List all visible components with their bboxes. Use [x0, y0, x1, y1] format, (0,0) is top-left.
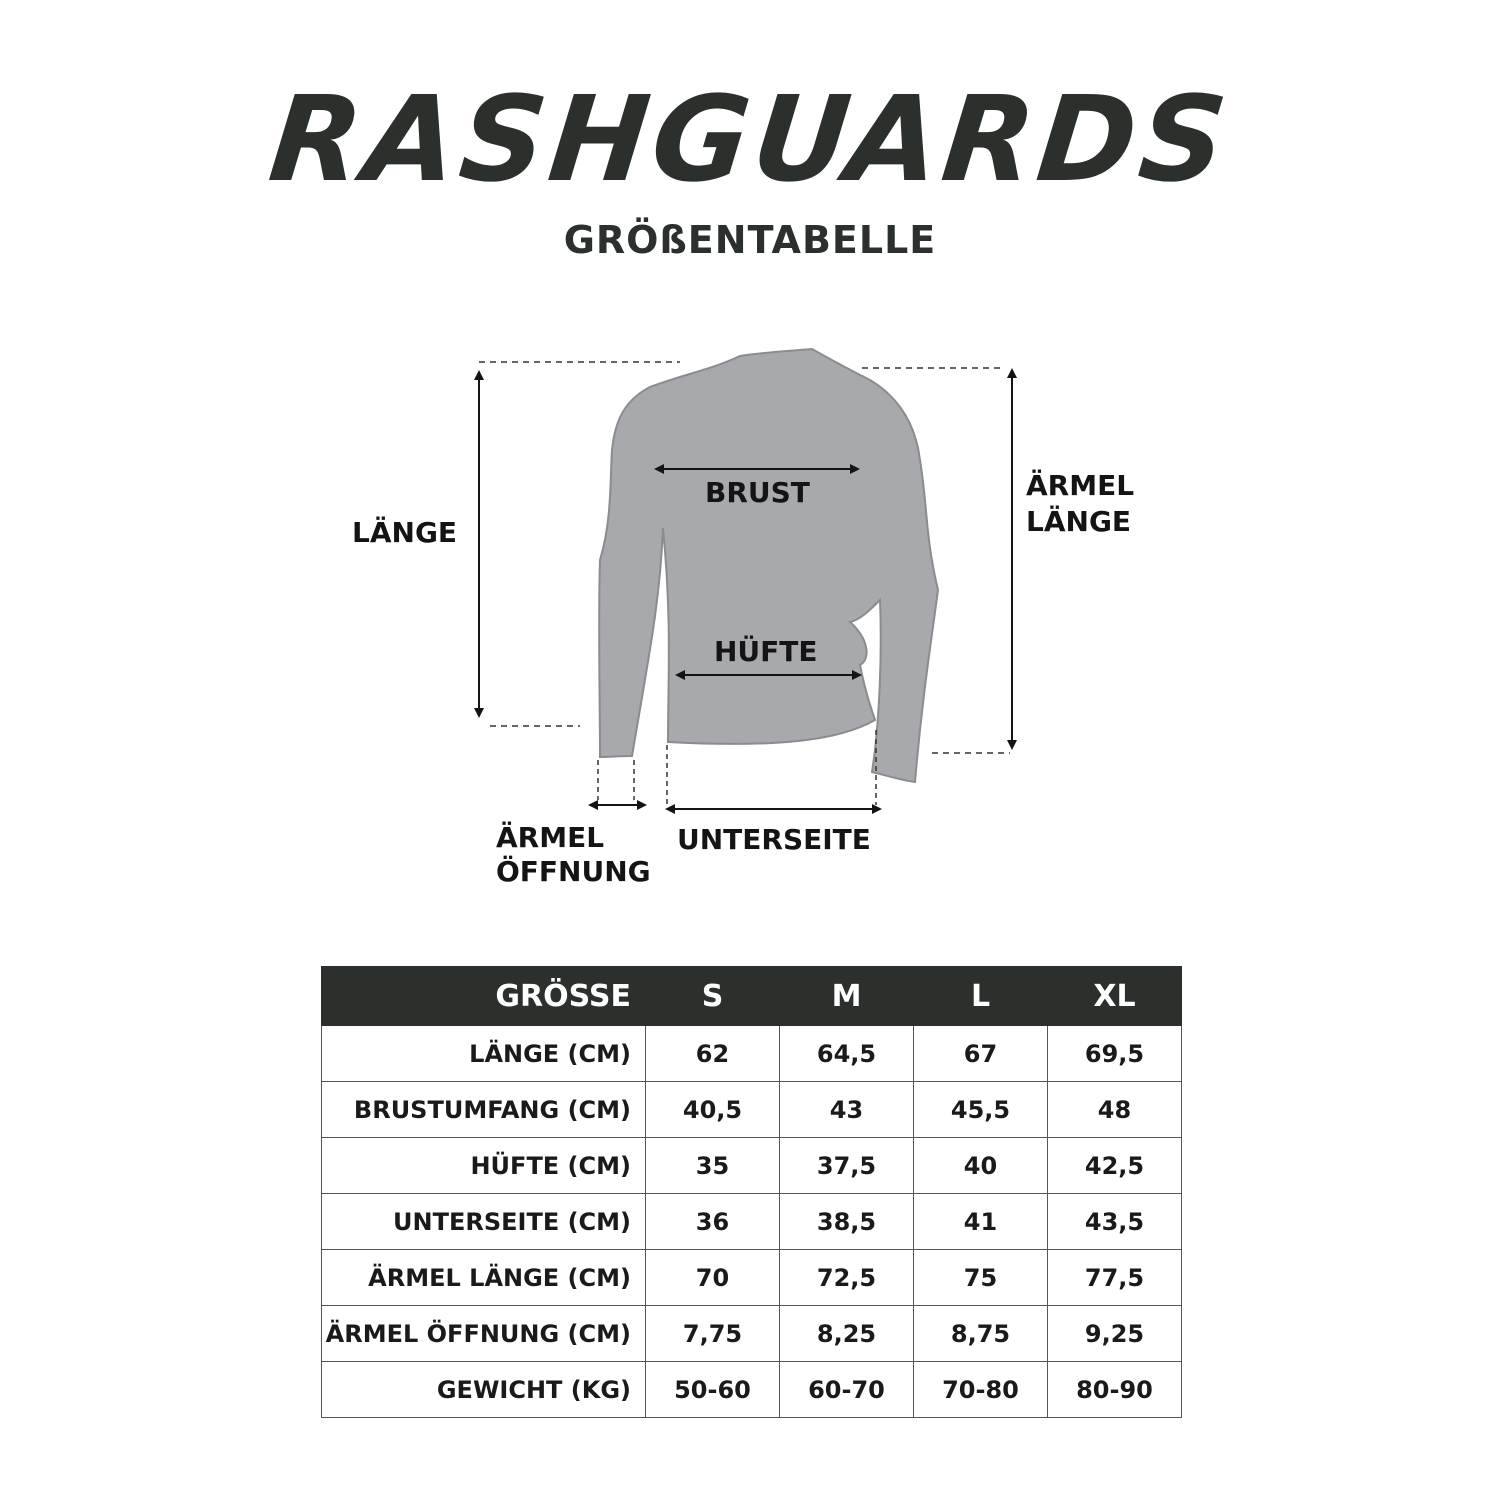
table-row	[322, 1026, 1182, 1082]
table-row	[322, 1138, 1182, 1194]
size-header-m: M	[780, 967, 914, 1026]
table-cell: 72,5	[780, 1250, 914, 1306]
table-cell: 80-90	[1048, 1362, 1182, 1418]
table-cell: 37,5	[780, 1138, 914, 1194]
sleeve-opening-label-line2: ÖFFNUNG	[496, 855, 651, 888]
table-row	[322, 1250, 1182, 1306]
row-label: ÄRMEL LÄNGE (CM)	[322, 1250, 646, 1306]
chest-label: BRUST	[705, 476, 810, 509]
table-cell: 35	[646, 1138, 780, 1194]
row-label: UNTERSEITE (CM)	[322, 1194, 646, 1250]
table-cell: 9,25	[1048, 1306, 1182, 1362]
table-cell: 43	[780, 1082, 914, 1138]
row-label: HÜFTE (CM)	[322, 1138, 646, 1194]
table-cell: 62	[646, 1026, 780, 1082]
table-cell: 43,5	[1048, 1194, 1182, 1250]
table-cell: 67	[914, 1026, 1048, 1082]
table-cell: 69,5	[1048, 1026, 1182, 1082]
table-cell: 60-70	[780, 1362, 914, 1418]
table-cell: 8,25	[780, 1306, 914, 1362]
table-cell: 45,5	[914, 1082, 1048, 1138]
sleeve-opening-label-line1: ÄRMEL	[496, 821, 605, 854]
size-table	[321, 966, 1182, 1418]
sleeve-length-label-line1: ÄRMEL	[1026, 469, 1135, 502]
length-label: LÄNGE	[352, 516, 458, 549]
table-cell: 64,5	[780, 1026, 914, 1082]
table-cell: 40,5	[646, 1082, 780, 1138]
table-cell: 40	[914, 1138, 1048, 1194]
hip-label: HÜFTE	[714, 635, 818, 668]
table-row	[322, 1194, 1182, 1250]
table-cell: 48	[1048, 1082, 1182, 1138]
row-label: ÄRMEL ÖFFNUNG (CM)	[322, 1306, 646, 1362]
table-cell: 75	[914, 1250, 1048, 1306]
table-row	[322, 1362, 1182, 1418]
sleeve-length-label-line2: LÄNGE	[1026, 505, 1132, 538]
table-cell: 70-80	[914, 1362, 1048, 1418]
table-cell: 38,5	[780, 1194, 914, 1250]
row-label: GEWICHT (KG)	[322, 1362, 646, 1418]
table-cell: 50-60	[646, 1362, 780, 1418]
row-label: LÄNGE (CM)	[322, 1026, 646, 1082]
brand-title: RASHGUARDS	[263, 70, 1237, 208]
table-cell: 42,5	[1048, 1138, 1182, 1194]
table-cell: 8,75	[914, 1306, 1048, 1362]
shirt-silhouette	[599, 349, 938, 782]
table-row	[322, 1082, 1182, 1138]
size-header-label: GRÖSSE	[322, 967, 646, 1026]
table-cell: 36	[646, 1194, 780, 1250]
size-header-l: L	[914, 967, 1048, 1026]
size-chart-subtitle: GRÖßENTABELLE	[563, 218, 937, 262]
bottom-label: UNTERSEITE	[677, 823, 871, 856]
table-cell: 70	[646, 1250, 780, 1306]
table-cell: 41	[914, 1194, 1048, 1250]
table-cell: 77,5	[1048, 1250, 1182, 1306]
size-header-s: S	[646, 967, 780, 1026]
table-row	[322, 1306, 1182, 1362]
size-header-xl: XL	[1048, 967, 1182, 1026]
table-cell: 7,75	[646, 1306, 780, 1362]
row-label: BRUSTUMFANG (CM)	[322, 1082, 646, 1138]
size-table-header-row	[322, 967, 1182, 1026]
